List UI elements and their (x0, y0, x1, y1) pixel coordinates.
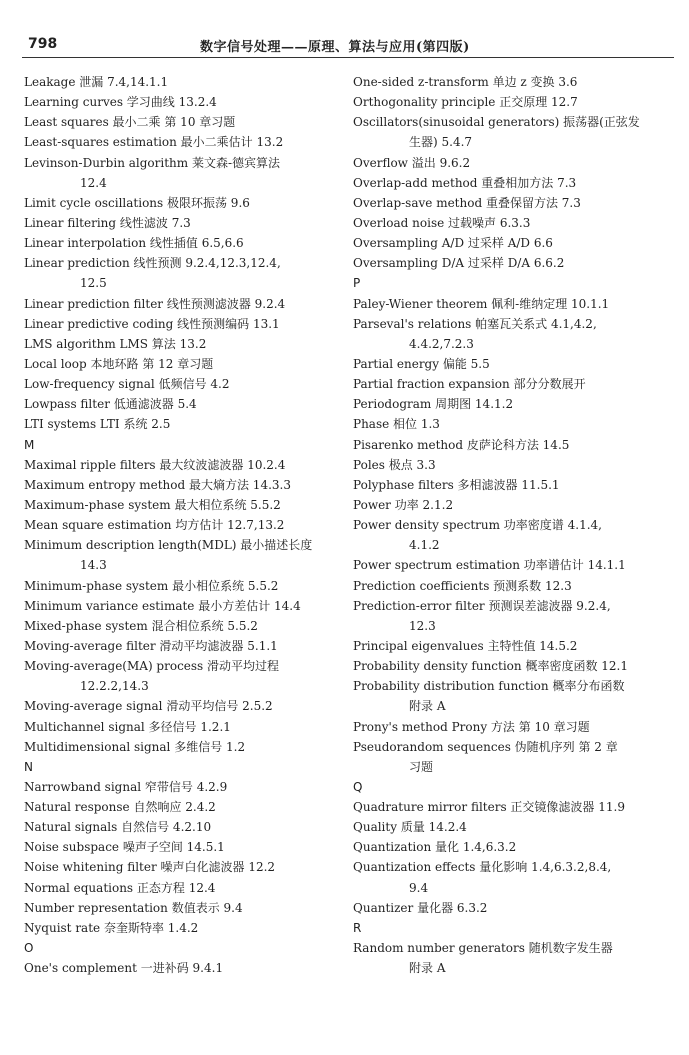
index-entry: Paley-Wiener theorem 佩利-维纳定理 10.1.1 (353, 296, 610, 311)
index-entry: Pisarenko method 皮萨论科方法 14.5 (353, 437, 570, 452)
index-entry: Noise whitening filter 噪声白化滤波器 12.2 (24, 860, 276, 875)
index-entry: Oversampling A/D 过采样 A/D 6.6 (353, 236, 553, 251)
index-entry: Partial fraction expansion 部分分数展开 (353, 377, 586, 392)
index-entry-continuation: 9.4 (409, 880, 429, 895)
index-entry: Power spectrum estimation 功率谱估计 14.1.1 (353, 558, 626, 573)
index-entry: Linear prediction filter 线性预测滤波器 9.2.4 (24, 296, 286, 311)
index-entry-continuation: 12.4 (80, 175, 107, 190)
index-entry: Probability density function 概率密度函数 12.1 (353, 659, 628, 674)
index-entry: Narrowband signal 窄带信号 4.2.9 (24, 779, 228, 794)
header-rule (22, 57, 674, 58)
index-entry: Linear predictive coding 线性预测编码 13.1 (24, 316, 280, 331)
index-entry: Overflow 溢出 9.6.2 (353, 155, 471, 170)
index-entry: Minimum-phase system 最小相位系统 5.5.2 (24, 578, 279, 593)
index-entry: Minimum variance estimate 最小方差估计 14.4 (24, 598, 301, 613)
index-entry: Pseudorandom sequences 伪随机序列 第 2 章 (353, 739, 618, 754)
index-entry: Oscillators(sinusoidal generators) 振荡器(正弦发 (353, 115, 640, 130)
index-entry: Maximum-phase system 最大相位系统 5.5.2 (24, 497, 281, 512)
index-entry-continuation: 4.4.2,7.2.3 (409, 336, 474, 351)
index-entry-continuation: 14.3 (80, 558, 107, 573)
index-entry: Prony's method Prony 方法 第 10 章习题 (353, 719, 590, 734)
index-section-letter: Q (353, 779, 363, 794)
index-entry: Mean square estimation 均方估计 12.7,13.2 (24, 518, 285, 533)
index-entry: Leakage 泄漏 7.4,14.1.1 (24, 75, 169, 89)
index-entry: Prediction-error filter 预测误差滤波器 9.2.4, (353, 598, 611, 613)
index-entry: Moving-average filter 滑动平均滤波器 5.1.1 (24, 638, 278, 653)
index-entry: Levinson-Durbin algorithm 莱文森-德宾算法 (24, 155, 281, 170)
index-entry-continuation: 12.5 (80, 276, 107, 291)
index-entry: Limit cycle oscillations 极限环振荡 9.6 (24, 195, 250, 210)
index-section-letter: P (353, 276, 361, 291)
index-entry: Natural response 自然响应 2.4.2 (24, 800, 216, 815)
index-entry: Maximum entropy method 最大熵方法 14.3.3 (24, 477, 291, 492)
index-entry: Quantization 量化 1.4,6.3.2 (353, 840, 517, 855)
index-entry: Number representation 数值表示 9.4 (24, 900, 243, 915)
index-entry: Multidimensional signal 多维信号 1.2 (24, 739, 246, 754)
page-header (0, 0, 689, 60)
page-number: 798 (28, 36, 58, 52)
index-entry: LMS algorithm LMS 算法 13.2 (24, 336, 207, 351)
index-entry: Poles 极点 3.3 (353, 457, 436, 472)
index-entry-continuation: 生器) 5.4.7 (409, 135, 473, 150)
index-entry: Learning curves 学习曲线 13.2.4 (24, 95, 217, 110)
index-entry: Periodogram 周期图 14.1.2 (353, 397, 514, 412)
index-entry: Nyquist rate 奈奎斯特率 1.4.2 (24, 920, 199, 935)
index-entry: Overlap-save method 重叠保留方法 7.3 (353, 195, 581, 210)
index-entry: Natural signals 自然信号 4.2.10 (24, 820, 212, 835)
index-entry-continuation: 4.1.2 (409, 538, 440, 553)
index-entry: Linear prediction 线性预测 9.2.4,12.3,12.4, (24, 256, 281, 271)
index-entry: Quantization effects 量化影响 1.4,6.3.2,8.4, (353, 860, 612, 875)
index-entry: LTI systems LTI 系统 2.5 (24, 417, 171, 432)
index-entry: Mixed-phase system 混合相位系统 5.5.2 (24, 618, 258, 633)
index-entry: Probability distribution function 概率分布函数 (353, 679, 625, 694)
index-entry: One-sided z-transform 单边 z 变换 3.6 (353, 75, 578, 89)
index-entry: Quality 质量 14.2.4 (353, 820, 467, 835)
index-entry: Parseval's relations 帕塞瓦关系式 4.1,4.2, (353, 316, 597, 331)
index-entry: One's complement 一进补码 9.4.1 (24, 961, 224, 976)
index-entry: Moving-average(MA) process 滑动平均过程 (24, 659, 280, 674)
index-entry: Oversampling D/A 过采样 D/A 6.6.2 (353, 256, 565, 271)
index-entry: Least squares 最小二乘 第 10 章习题 (24, 115, 236, 130)
index-entry: Principal eigenvalues 主特性值 14.5.2 (353, 638, 578, 653)
index-entry: Least-squares estimation 最小二乘估计 13.2 (24, 135, 284, 150)
index-entry-continuation: 附录 A (409, 699, 446, 714)
index-entry: Linear filtering 线性滤波 7.3 (24, 215, 191, 230)
index-entry-continuation: 12.3 (409, 618, 436, 633)
running-title: 数字信号处理——原理、算法与应用(第四版) (200, 40, 470, 55)
index-entry: Random number generators 随机数字发生器 (353, 941, 613, 956)
index-column-left (24, 72, 342, 978)
index-entry: Power density spectrum 功率密度谱 4.1.4, (353, 518, 602, 533)
index-entry-continuation: 附录 A (409, 961, 446, 976)
index-entry-continuation: 12.2.2,14.3 (80, 679, 149, 694)
index-section-letter: M (24, 437, 35, 452)
index-entry: Quadrature mirror filters 正交镜像滤波器 11.9 (353, 800, 625, 815)
index-entry: Prediction coefficients 预测系数 12.3 (353, 578, 572, 593)
index-entry: Local loop 本地环路 第 12 章习题 (24, 356, 214, 371)
index-entry: Maximal ripple filters 最大纹波滤波器 10.2.4 (24, 457, 286, 472)
index-section-letter: R (353, 920, 362, 935)
index-entry: Partial energy 偏能 5.5 (353, 356, 490, 371)
index-column-right (353, 72, 671, 978)
index-entry: Multichannel signal 多径信号 1.2.1 (24, 719, 231, 734)
index-entry: Overlap-add method 重叠相加方法 7.3 (353, 175, 577, 190)
index-section-letter: O (24, 941, 34, 956)
index-entry: Power 功率 2.1.2 (353, 497, 454, 512)
index-entry-continuation: 习题 (409, 759, 434, 774)
index-section-letter: N (24, 759, 33, 774)
index-entry: Polyphase filters 多相滤波器 11.5.1 (353, 477, 560, 492)
index-entry: Lowpass filter 低通滤波器 5.4 (24, 397, 197, 412)
index-entry: Minimum description length(MDL) 最小描述长度 (24, 538, 313, 553)
index-entry: Moving-average signal 滑动平均信号 2.5.2 (24, 699, 273, 714)
index-entry: Overload noise 过载噪声 6.3.3 (353, 215, 531, 230)
index-entry: Noise subspace 噪声子空间 14.5.1 (24, 840, 225, 855)
index-entry: Phase 相位 1.3 (353, 417, 440, 432)
index-entry: Low-frequency signal 低频信号 4.2 (24, 377, 230, 392)
index-entry: Normal equations 正态方程 12.4 (24, 880, 216, 895)
index-entry: Linear interpolation 线性插值 6.5,6.6 (24, 236, 244, 251)
index-entry: Orthogonality principle 正交原理 12.7 (353, 95, 578, 110)
index-entry: Quantizer 量化器 6.3.2 (353, 900, 488, 915)
